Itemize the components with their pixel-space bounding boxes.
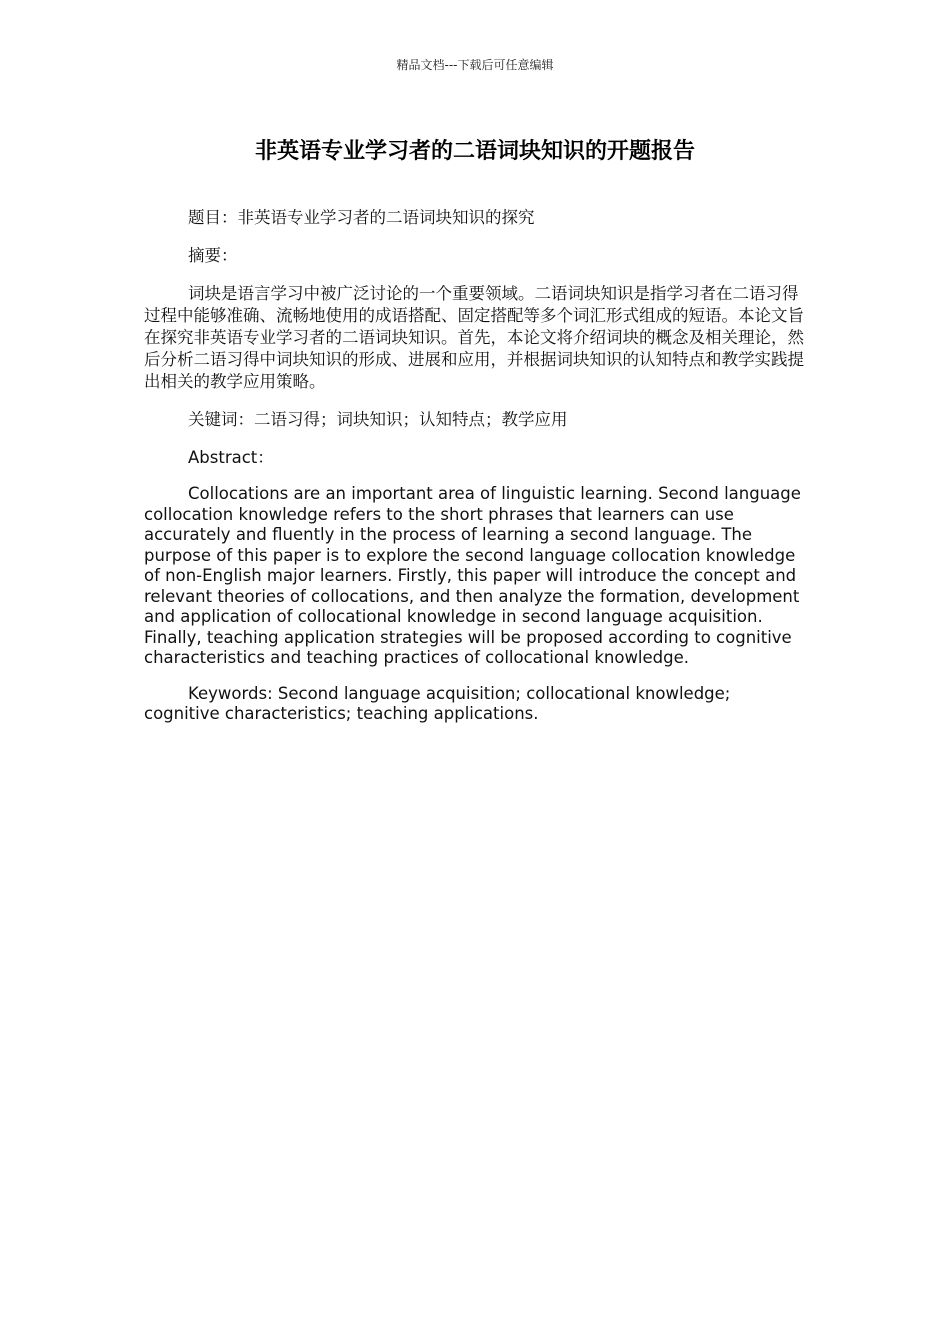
abstract-cn-paragraph: 词块是语言学习中被广泛讨论的一个重要领域。二语词块知识是指学习者在二语习得过程中能够准确、流畅地使用的成语搭配、固定搭配等多个词汇形式组成的短语。本论文旨在探究非英语专业学习者的二语词块知识。首先，本论文将介绍词块的概念及相关理论，然后分析二语习得中词块知识的形成、进展和应用，并根据词块知识的认知特点和教学实践提出相关的教学应用策略。 (144, 284, 804, 391)
abstract-en-label: Abstract： (188, 448, 274, 467)
keywords-en: Keywords: Second language acquisition; collocational knowledge; cognitive characteristics; teaching applications. (144, 683, 731, 723)
topic-line: 题目：非英语专业学习者的二语词块知识的探究 (188, 208, 535, 227)
keywords-cn: 关键词：二语习得；词块知识；认知特点；教学应用 (188, 410, 568, 429)
abstract-cn-label: 摘要： (188, 246, 238, 265)
document-title: 非英语专业学习者的二语词块知识的开题报告 (254, 139, 695, 164)
document-body (144, 207, 806, 741)
abstract-en-paragraph: Collocations are an important area of linguistic learning. Second language collocation knowledge refers to the short phrases that learners can use accurately and fluently in the process of learning a second language. The purpose of this paper is to explore the second language collocation knowledge of non-English major learners. Firstly, this paper will introduce the concept and relevant theories of collocations, and then analyze the formation, development and application of collocational knowledge in second language acquisition. Finally, teaching application strategies will be proposed according to cognitive characteristics and teaching practices of collocational knowledge. (144, 484, 801, 667)
header-note: 精品文档---下载后可任意编辑 (396, 58, 554, 72)
